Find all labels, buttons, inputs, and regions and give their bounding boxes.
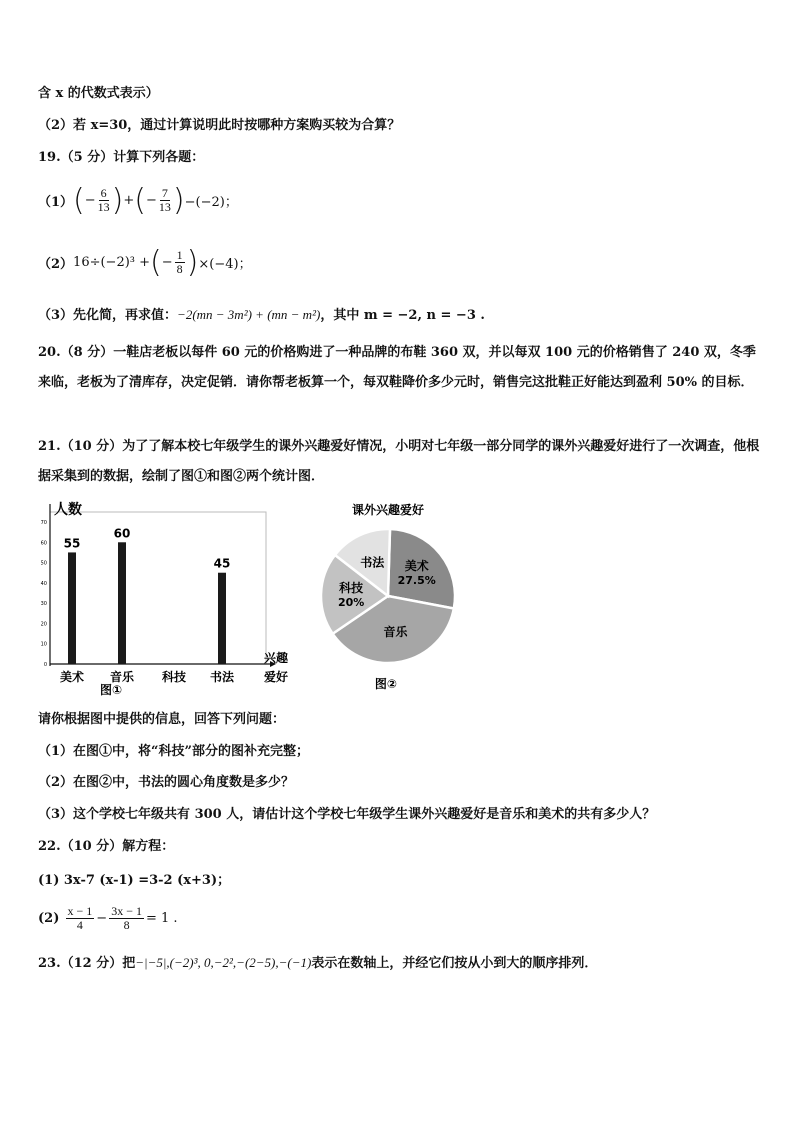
y-tick-label: 30 (40, 601, 47, 608)
bar-音乐 (118, 542, 126, 664)
q22-heading: 22.（10 分）解方程： (38, 839, 175, 854)
q22-part1: (1) 3x-7 (x-1) =3-2 (x+3)； (38, 873, 231, 888)
q20-text: 20.（8 分）一鞋店老板以每件 60 元的价格购进了一种品牌的布鞋 360 双，并以每双 100 元的价格销售了 240 双，冬季来临，老板为了清库存，决定促销．请你帮老板算一个，每双鞋降价多少元时，销售完这批鞋正好能达到盈利 50% 的目标． (38, 345, 756, 390)
fraction-a: $\frac{6}{13}$ (97, 185, 110, 214)
q21-part3: （3）这个学校七年级共有 300 人，请估计这个学校七年级学生课外兴趣爱好是音乐和美术的共有多少人？ (38, 807, 656, 822)
slice-name: 音乐 (383, 625, 408, 640)
slice-percent: 20% (337, 595, 365, 609)
data-label: 45 (213, 556, 231, 571)
q23-text: 23.（12 分）把−|−5|,(−2)³, 0,−2²,−(2−5),−(−1)表示在数轴上，并经它们按从小到大的顺序排列． (38, 955, 598, 971)
bar-chart-figure1 (40, 500, 300, 700)
y-tick-label: 20 (40, 621, 47, 628)
q19-part2-label: （2） (38, 256, 74, 272)
x-axis-label-line2: 爱好 (264, 670, 289, 684)
x-tick-label: 科技 (161, 670, 187, 684)
line-continuation: 含 x 的代数式表示） (38, 86, 159, 101)
q19-part3: （3）先化简，再求值：−2(mn − 3m²) + (mn − m²)，其中 m = −2, n = −3 . (38, 307, 485, 323)
y-tick-label: 70 (40, 520, 47, 526)
q19-heading: 19.（5 分）计算下列各题： (38, 150, 205, 165)
fraction-c: $\frac{1}{8}$ (176, 247, 183, 276)
y-tick-label: 60 (40, 540, 47, 547)
slice-percent: 27.5% (397, 573, 436, 587)
y-tick-label: 0 (43, 662, 47, 668)
slice-name: 科技 (339, 580, 364, 595)
bar-书法 (218, 573, 226, 664)
x-axis-label-line1: 兴趣 (264, 651, 289, 665)
q21-intro: 请你根据图中提供的信息，回答下列问题： (38, 712, 286, 727)
x-tick-label: 音乐 (109, 670, 135, 684)
x-tick-label: 美术 (59, 670, 85, 684)
slice-name: 美术 (404, 558, 429, 573)
slice-name: 书法 (360, 555, 385, 570)
pie-title: 课外兴趣爱好 (351, 503, 425, 517)
x-tick-label: 书法 (209, 670, 235, 684)
q22-part2: (2) $\frac{x - 1}{4}$ − $\frac{3x - 1}{8}$ = 1 . (38, 903, 178, 932)
q19-part1: （1） ( − $\frac{6}{13}$ ) + ( − $\frac{7}{13}$ ) −(−2)； (38, 182, 238, 218)
bar-chart-caption: 图① (100, 683, 123, 697)
q21-part1: （1）在图①中，将“科技”部分的图补充完整； (38, 744, 310, 759)
data-label: 60 (113, 526, 131, 541)
q19-part1-label: （1） (38, 194, 74, 210)
q19-part2: （2） 16÷(−2)³ + ( − $\frac{1}{8}$ ) ×(−4)； (38, 244, 252, 280)
bar-美术 (68, 552, 76, 664)
pie-chart-figure2 (310, 498, 470, 698)
y-tick-label: 40 (40, 580, 47, 587)
q18-part2: （2）若 x=30，通过计算说明此时按哪种方案购买较为合算？ (38, 118, 401, 133)
q21-text: 21.（10 分）为了了解本校七年级学生的课外兴趣爱好情况，小明对七年级一部分同学的课外兴趣爱好进行了一次调查，他根据采集到的数据，绘制了图①和图②两个统计图． (38, 439, 760, 484)
q21-part2: （2）在图②中，书法的圆心角度数是多少？ (38, 775, 295, 790)
data-label: 55 (63, 536, 81, 551)
y-tick-label: 10 (40, 641, 47, 648)
fraction-b: $\frac{7}{13}$ (158, 185, 171, 214)
y-axis-label: 人数 (54, 502, 82, 518)
pie-chart-caption: 图② (374, 677, 398, 691)
plot-frame (50, 512, 266, 664)
y-tick-label: 50 (40, 560, 47, 567)
